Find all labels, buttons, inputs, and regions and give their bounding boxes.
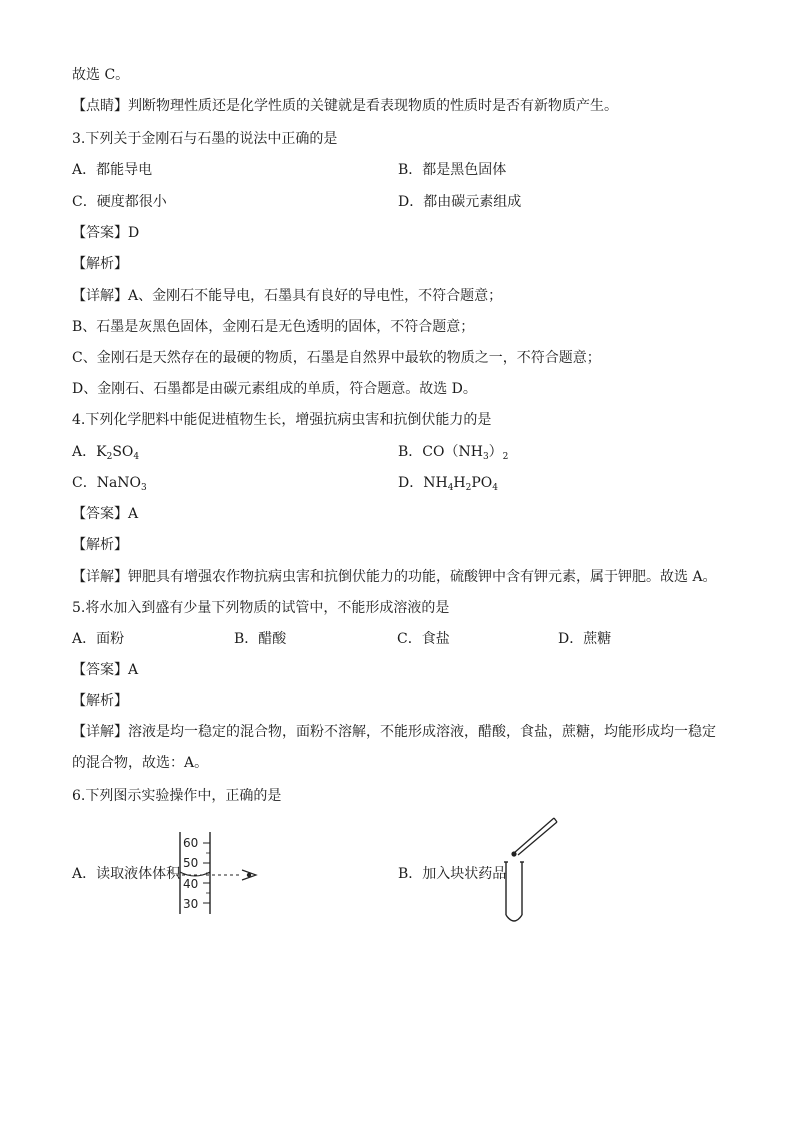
q3-detail-b: B、石墨是灰黑色固体，金刚石是无色透明的固体，不符合题意； [72, 319, 475, 335]
graduated-cylinder-figure [176, 830, 266, 916]
q4-jiexi: 【解析】 [72, 537, 128, 553]
question-4-stem: 4.下列化学肥料中能促进植物生长，增强抗病虫害和抗倒伏能力的是 [72, 412, 492, 428]
q5-detail: 【详解】溶液是均一稳定的混合物，面粉不溶解，不能形成溶液，醋酸，食盐，蔗糖，均能形成均一稳定的混合物，故选：A。 [72, 724, 716, 771]
dianjing-text: 【点睛】判断物理性质还是化学性质的关键就是看表现物质的性质时是否有新物质产生。 [72, 98, 618, 114]
tick-label-60: 60 [183, 836, 199, 850]
q5-option-d: D．蔗糖 [558, 631, 612, 647]
eye-pupil [247, 873, 251, 877]
q4-option-b: B．$CO(NH_3)_2$ [398, 444, 509, 462]
test-tube-icon [504, 862, 524, 921]
q3-detail-d: D、金刚石、石墨都是由碳元素组成的单质，符合题意。故选 D。 [72, 381, 477, 397]
question-6-stem: 6.下列图示实验操作中，正确的是 [72, 788, 282, 804]
q3-detail-c: C、金刚石是天然存在的最硬的物质，石墨是自然界中最软的物质之一，不符合题意； [72, 350, 601, 366]
q4-detail: 【详解】钾肥具有增强农作物抗病虫害和抗倒伏能力的功能，硫酸钾中含有钾元素，属于钾肥。故选 A。 [72, 569, 717, 585]
tick-label-30: 30 [183, 897, 199, 911]
q4-answer: 【答案】A [72, 506, 139, 522]
conclusion-text: 故选 C。 [72, 67, 130, 83]
tick-label-50: 50 [183, 856, 199, 870]
question-3-stem: 3.下列关于金刚石与石墨的说法中正确的是 [72, 131, 338, 147]
q5-option-b: B．醋酸 [234, 631, 287, 647]
q3-option-d: D．都由碳元素组成 [398, 194, 522, 210]
q3-answer: 【答案】D [72, 225, 140, 241]
q4-option-a: A．$K_2SO_4$ [72, 444, 140, 462]
tweezers-icon [511, 818, 557, 857]
q3-option-b: B．都是黑色固体 [398, 162, 507, 178]
q5-jiexi: 【解析】 [72, 693, 128, 709]
q4-option-c: C．NaNO$_3$ [72, 475, 147, 493]
q6-option-a: A．读取液体体积 [72, 866, 181, 882]
q5-answer: 【答案】A [72, 662, 139, 678]
q5-option-c: C．食盐 [397, 631, 450, 647]
tick-label-40: 40 [183, 877, 199, 891]
test-tube-figure [500, 815, 562, 927]
q6-option-b: B．加入块状药品 [398, 866, 507, 882]
q3-option-a: A．都能导电 [72, 162, 153, 178]
q4-option-d: D．$NH_4H_2PO_4$ [398, 475, 499, 493]
q3-option-c: C．硬度都很小 [72, 194, 167, 210]
q3-detail-a: 【详解】A、金刚石不能导电，石墨具有良好的导电性，不符合题意； [72, 288, 503, 304]
q5-option-a: A．面粉 [72, 631, 125, 647]
q3-jiexi: 【解析】 [72, 256, 128, 272]
question-5-stem: 5.将水加入到盛有少量下列物质的试管中，不能形成溶液的是 [72, 600, 450, 616]
